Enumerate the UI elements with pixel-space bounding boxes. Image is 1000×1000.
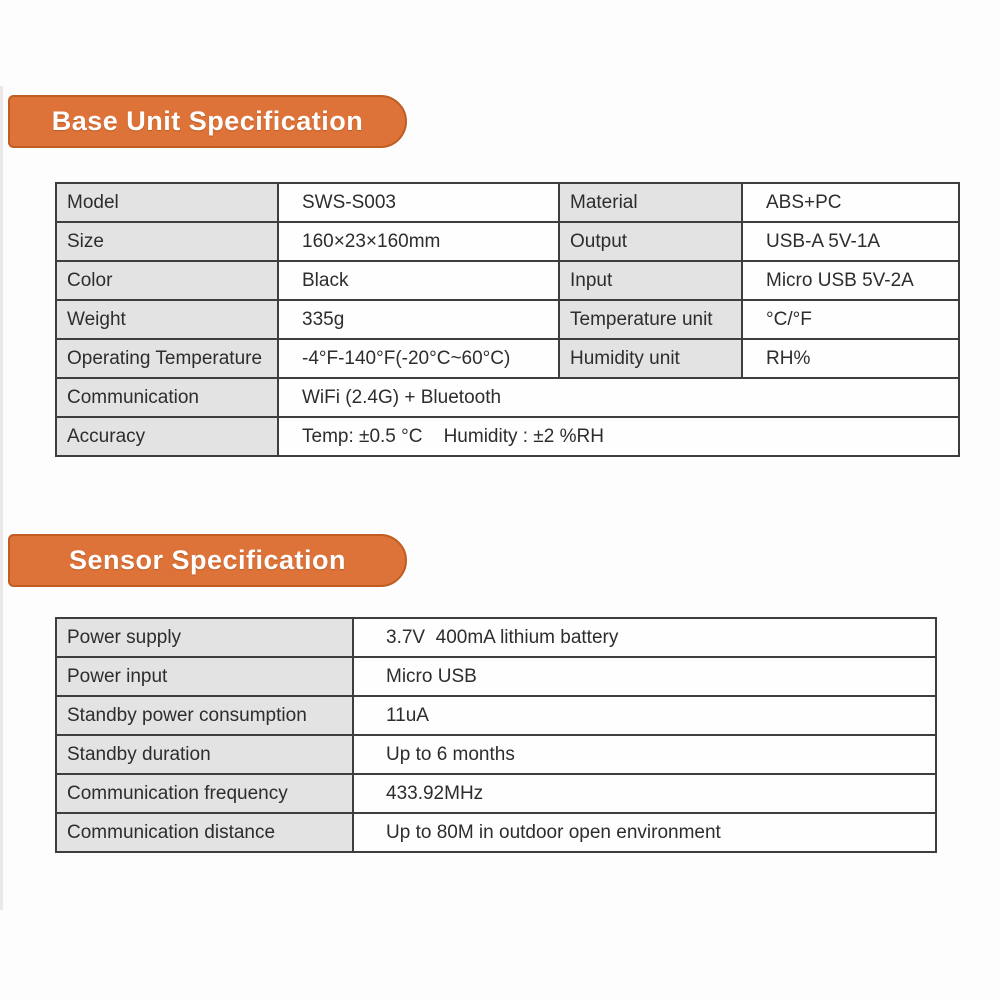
sensor-specification-title: Sensor Specification bbox=[68, 545, 347, 575]
table-row bbox=[56, 618, 936, 657]
table-row bbox=[56, 696, 936, 735]
table-row bbox=[56, 813, 936, 852]
spec-value-cell: 160×23×160mm bbox=[278, 222, 559, 261]
spec-value-cell: WiFi (2.4G) + Bluetooth bbox=[278, 378, 959, 417]
table-row bbox=[56, 222, 959, 261]
spec-label-cell: Power input bbox=[56, 657, 353, 696]
spec-label-cell: Standby duration bbox=[56, 735, 353, 774]
table-row bbox=[56, 378, 959, 417]
spec-value-cell: Temp: ±0.5 °C Humidity : ±2 %RH bbox=[278, 417, 959, 456]
sensor-specification-banner bbox=[8, 534, 407, 587]
spec-value-cell: 335g bbox=[278, 300, 559, 339]
spec-label-cell: Communication frequency bbox=[56, 774, 353, 813]
spec-label-cell: Standby power consumption bbox=[56, 696, 353, 735]
spec-value-cell: SWS-S003 bbox=[278, 183, 559, 222]
spec-value-cell: ABS+PC bbox=[742, 183, 959, 222]
spec-label-cell: Humidity unit bbox=[559, 339, 742, 378]
table-row bbox=[56, 261, 959, 300]
table-row bbox=[56, 183, 959, 222]
base-unit-specification-banner bbox=[8, 95, 407, 148]
spec-label-cell: Communication bbox=[56, 378, 278, 417]
table-row bbox=[56, 735, 936, 774]
spec-label-cell: Model bbox=[56, 183, 278, 222]
table-row bbox=[56, 657, 936, 696]
base-unit-specification-title: Base Unit Specification bbox=[51, 106, 364, 136]
table-row bbox=[56, 339, 959, 378]
spec-value-cell: RH% bbox=[742, 339, 959, 378]
spec-label-cell: Weight bbox=[56, 300, 278, 339]
spec-value-cell: Micro USB bbox=[353, 657, 936, 696]
spec-value-cell: 3.7V 400mA lithium battery bbox=[353, 618, 936, 657]
spec-value-cell: Micro USB 5V-2A bbox=[742, 261, 959, 300]
spec-value-cell: -4°F-140°F(-20°C~60°C) bbox=[278, 339, 559, 378]
spec-value-cell: Up to 80M in outdoor open environment bbox=[353, 813, 936, 852]
spec-label-cell: Temperature unit bbox=[559, 300, 742, 339]
spec-label-cell: Size bbox=[56, 222, 278, 261]
page-edge-line bbox=[0, 86, 3, 910]
spec-label-cell: Communication distance bbox=[56, 813, 353, 852]
table-row bbox=[56, 300, 959, 339]
spec-label-cell: Input bbox=[559, 261, 742, 300]
sensor-spec-table bbox=[55, 617, 937, 853]
base-unit-spec-table bbox=[55, 182, 960, 457]
spec-label-cell: Color bbox=[56, 261, 278, 300]
spec-label-cell: Operating Temperature bbox=[56, 339, 278, 378]
spec-label-cell: Output bbox=[559, 222, 742, 261]
spec-value-cell: 433.92MHz bbox=[353, 774, 936, 813]
spec-value-cell: °C/°F bbox=[742, 300, 959, 339]
spec-label-cell: Accuracy bbox=[56, 417, 278, 456]
spec-value-cell: USB-A 5V-1A bbox=[742, 222, 959, 261]
spec-label-cell: Material bbox=[559, 183, 742, 222]
spec-label-cell: Power supply bbox=[56, 618, 353, 657]
spec-value-cell: 11uA bbox=[353, 696, 936, 735]
table-row bbox=[56, 417, 959, 456]
spec-value-cell: Black bbox=[278, 261, 559, 300]
table-row bbox=[56, 774, 936, 813]
spec-value-cell: Up to 6 months bbox=[353, 735, 936, 774]
